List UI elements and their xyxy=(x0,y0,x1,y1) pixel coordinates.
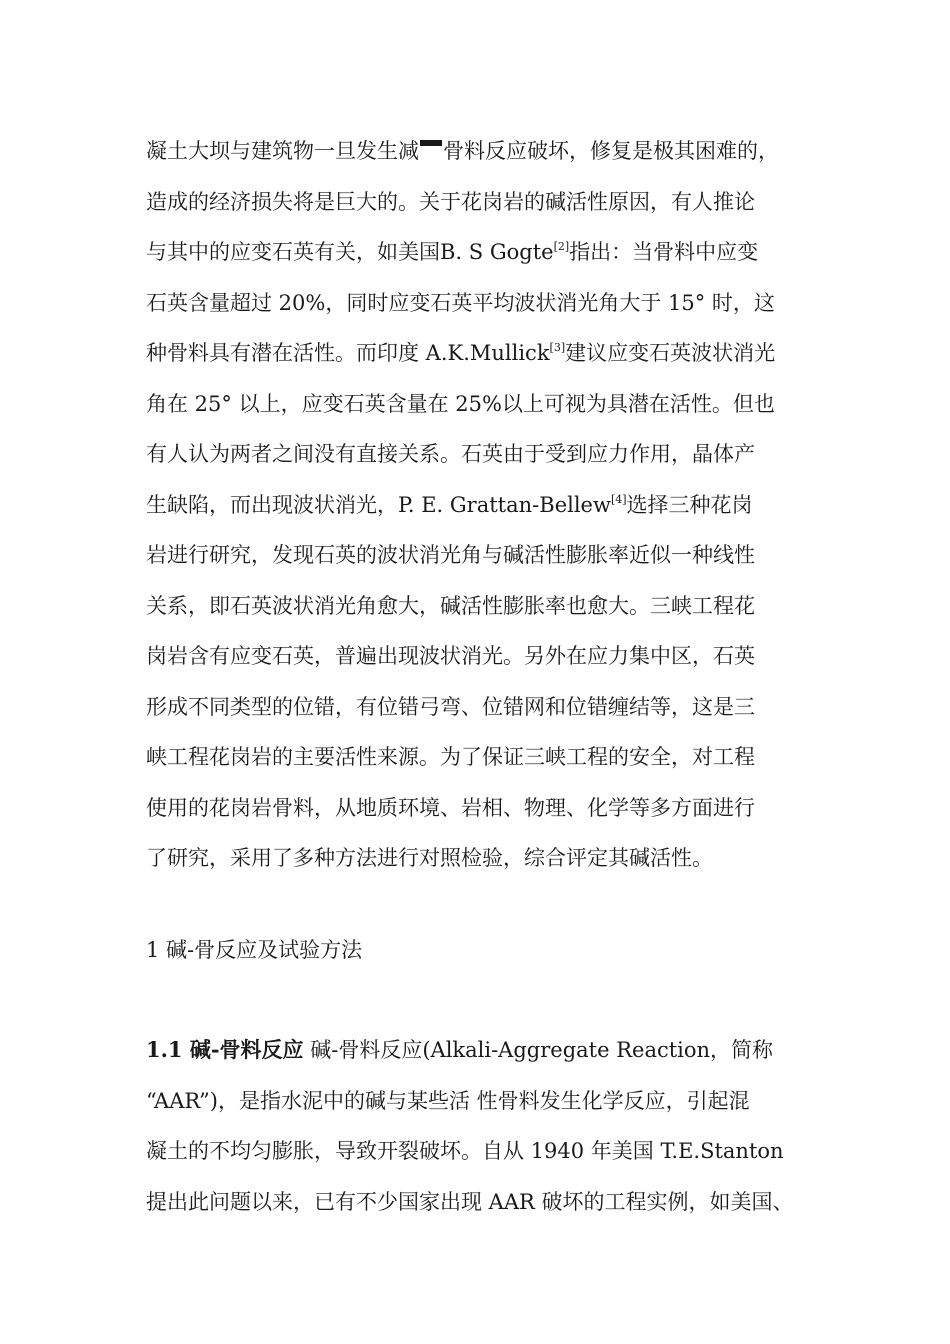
text-run: 骨料反应破坏，修复是极其困难的， xyxy=(443,139,779,163)
heading-text: 1 碱-骨反应及试验方法 xyxy=(146,938,363,962)
text-line: 角在 25° 以上，应变石英含量在 25%以上可视为具潜在活性。但也 xyxy=(146,391,775,416)
section-heading xyxy=(146,925,826,976)
subsection-heading: 1.1 碱-骨料反应 xyxy=(146,1037,304,1062)
text-line: 石英含量超过 20%，同时应变石英平均波状消光角大于 15° 时，这 xyxy=(146,290,775,315)
text-run: 生缺陷，而出现波状消光，P. E. Grattan-Bellew xyxy=(146,492,611,517)
text-line xyxy=(146,227,826,278)
citation-ref: [3] xyxy=(549,341,566,354)
text-run: 与其中的应变石英有关，如美国B. S Gogte xyxy=(146,240,554,264)
text-line: 造成的经济损失将是巨大的。关于花岗岩的碱活性原因，有人推论 xyxy=(146,189,755,214)
text-run: 碱-骨料反应(Alkali-Aggregate Reaction，简称 xyxy=(303,1038,774,1062)
text-line xyxy=(146,328,826,379)
citation-ref: [2] xyxy=(553,240,570,253)
citation-ref: [4] xyxy=(610,492,627,506)
text-line: “AAR”)，是指水泥中的碱与某些活 性骨料发生化学反应，引起混 xyxy=(146,1088,750,1113)
dash-glyph xyxy=(420,140,442,146)
text-run: 种骨料具有潜在活性。而印度 A.K.Mullick xyxy=(146,341,550,365)
text-line: 使用的花岗岩骨料，从地质环境、岩相、物理、化学等多方面进行 xyxy=(146,795,755,820)
text-run: 凝土大坝与建筑物一旦发生减 xyxy=(146,139,419,163)
body-paragraph-1 xyxy=(146,126,826,884)
text-line xyxy=(146,480,826,531)
text-run: 指出：当骨料中应变 xyxy=(569,240,759,264)
text-run: 选择三种花岗 xyxy=(626,492,753,517)
body-paragraph-2 xyxy=(146,1025,826,1227)
text-line: 形成不同类型的位错，有位错弓弯、位错网和位错缠结等，这是三 xyxy=(146,694,755,719)
text-line: 提出此问题以来，已有不少国家出现 AAR 破坏的工程实例，如美国、 xyxy=(146,1189,794,1214)
text-line: 关系，即石英波状消光角愈大，碱活性膨胀率也愈大。三峡工程花 xyxy=(146,593,755,618)
text-line: 有人认为两者之间没有直接关系。石英由于受到应力作用，晶体产 xyxy=(146,442,755,466)
text-line: 岗岩含有应变石英，普遍出现波状消光。另外在应力集中区，石英 xyxy=(146,644,755,668)
text-line: 了研究，采用了多种方法进行对照检验，综合评定其碱活性。 xyxy=(146,846,713,870)
text-line: 岩进行研究，发现石英的波状消光角与碱活性膨胀率近似一种线性 xyxy=(146,543,755,567)
text-run: 建议应变石英波状消光 xyxy=(565,341,776,365)
text-line xyxy=(146,1025,826,1076)
text-line: 峡工程花岗岩的主要活性来源。为了保证三峡工程的安全，对工程 xyxy=(146,745,755,769)
text-line: 凝土的不均匀膨胀，导致开裂破坏。自从 1940 年美国 T.E.Stanton xyxy=(146,1139,784,1163)
text-line xyxy=(146,126,826,177)
